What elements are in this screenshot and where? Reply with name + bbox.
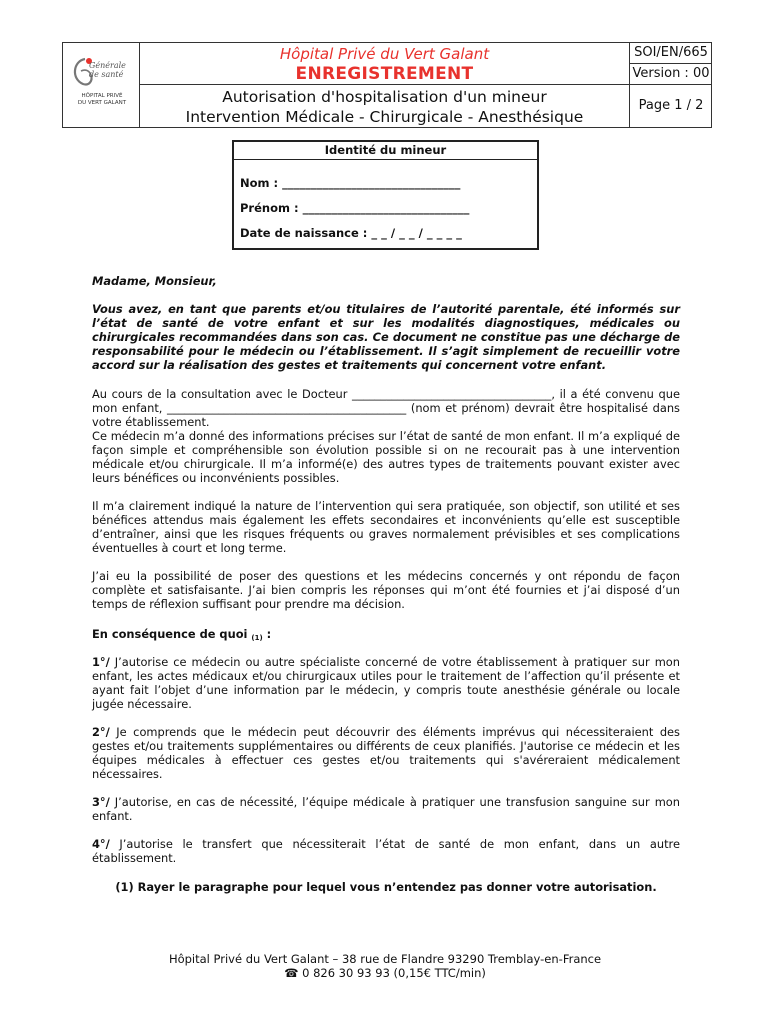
- logo-sub-line2: DU VERT GALANT: [77, 100, 127, 106]
- subtitle-line2: Intervention Médicale - Chirurgicale - Anesthésique: [185, 108, 584, 126]
- paragraph-information: Ce médecin m’a donné des informations précises sur l’état de santé de mon enfant. Il m’a expliqué de façon simple et compréhensible son évolution possible si on ne recourait pas à une intervention médicale et/ou chirurgicale. Il m’a informé(e) des autres types de traitements pouvant exister avec leurs bénéfices ou inconvénients possibles.: [92, 429, 680, 485]
- item-3-number: 3°/: [92, 795, 110, 809]
- item-2-text: Je comprends que le médecin peut découvrir des éléments imprévus qui nécessiteraient des gestes et/ou traitements supplémentaires ou différents de ceux planifiés. J'autorise ce médecin et les équipes médicales à effectuer ces gestes et/ou traitements qui s'avéreraient médicalement nécessaires.: [92, 725, 680, 781]
- nom-field[interactable]: Nom : _______________________________: [240, 176, 461, 190]
- hospital-name: Hôpital Privé du Vert Galant: [279, 45, 490, 63]
- consequence-heading: [92, 627, 680, 645]
- item-1-number: 1°/: [92, 655, 110, 669]
- doc-type: ENREGISTREMENT: [295, 64, 474, 84]
- authorization-item-1: [92, 655, 680, 711]
- identity-box: [232, 140, 539, 250]
- header-table: [62, 42, 712, 128]
- identity-box-title: Identité du mineur: [234, 142, 537, 160]
- subtitle-line1: Autorisation d'hospitalisation d'un mineur: [222, 88, 547, 106]
- title-cell: [140, 43, 630, 85]
- logo-text-line2: de santé: [89, 70, 124, 79]
- page-number: Page 1 / 2: [638, 98, 704, 113]
- doc-version: Version : 00: [630, 64, 712, 85]
- footnote: (1) Rayer le paragraphe pour lequel vous n’entendez pas donner votre autorisation.: [115, 880, 657, 894]
- footer-phone: 0 826 30 93 93 (0,15€ TTC/min): [302, 966, 486, 980]
- consequence-text: En conséquence de quoi: [92, 627, 248, 641]
- subtitle-cell: [140, 85, 630, 127]
- item-2-number: 2°/: [92, 725, 110, 739]
- paragraph-intervention: Il m’a clairement indiqué la nature de l’intervention qui sera pratiquée, son objectif, son utilité et ses bénéfices attendus mais également les effets secondaires et inconvénients qu’elle est susceptible d’entraîner, ainsi que les risques fréquents ou graves normalement prévisibles et ses complications éventuelles à court et long terme.: [92, 499, 680, 555]
- hospital-logo: [67, 51, 137, 123]
- salutation: Madame, Monsieur,: [92, 274, 217, 288]
- authorization-item-3: [92, 795, 680, 823]
- consequence-ref: (1): [251, 634, 263, 642]
- authorization-item-2: [92, 725, 680, 781]
- item-4-text: J’autorise le transfert que nécessiterait l’état de santé de mon enfant, dans un autre établissement.: [92, 837, 680, 865]
- item-4-number: 4°/: [92, 837, 110, 851]
- authorization-item-4: [92, 837, 680, 865]
- footer-phone-line: [0, 966, 770, 980]
- item-3-text: J’autorise, en cas de nécessité, l’équipe médicale à pratiquer une transfusion sanguine sur mon enfant.: [92, 795, 680, 823]
- paragraph-questions: J’ai eu la possibilité de poser des questions et les médecins concernés y ont répondu de façon complète et satisfaisante. J’ai bien compris les réponses qui m’ont été fournies et j’ai disposé d’un temps de réflexion suffisant pour prendre ma décision.: [92, 569, 680, 611]
- logo-text-line1: Générale: [89, 61, 126, 70]
- footer-address: Hôpital Privé du Vert Galant – 38 rue de Flandre 93290 Tremblay-en-France: [168, 952, 602, 966]
- item-1-text: J’autorise ce médecin ou autre spécialiste concerné de votre établissement à pratiquer sur mon enfant, les actes médicaux et/ou chirurgicaux utiles pour le traitement de l’affection qu’il présente et ayant fait l’objet d’une information par le médecin, y compris toute anesthésie générale ou locale jugée nécessaire.: [92, 655, 680, 711]
- consequence-colon: :: [262, 627, 272, 641]
- logo-cell: [63, 43, 140, 127]
- logo-sub-line1: HÔPITAL PRIVÉ: [81, 93, 123, 99]
- telephone-icon: ☎: [284, 966, 299, 980]
- intro-paragraph: Vous avez, en tant que parents et/ou titulaires de l’autorité parentale, été informés sur l’état de santé de votre enfant et sur les modalités diagnostiques, médicales ou chirurgicales recommandées dans son cas. Ce document ne constitue pas une décharge de responsabilité pour le médecin ou l’établissement. Il s’agit simplement de recueillir votre accord sur la réalisation des gestes et traitements qui concernent votre enfant.: [92, 302, 680, 372]
- doc-code: SOI/EN/665: [630, 43, 712, 64]
- birthdate-field[interactable]: Date de naissance : _ _ / _ _ / _ _ _ _: [240, 226, 462, 240]
- prenom-field[interactable]: Prénom : _____________________________: [240, 201, 470, 215]
- paragraph-consultation: Au cours de la consultation avec le Docteur ___________________________________, il a été convenu que mon enfant, __________________________________________ (nom et prénom) devrait être hospitalisé dans votre établissement.: [92, 387, 680, 429]
